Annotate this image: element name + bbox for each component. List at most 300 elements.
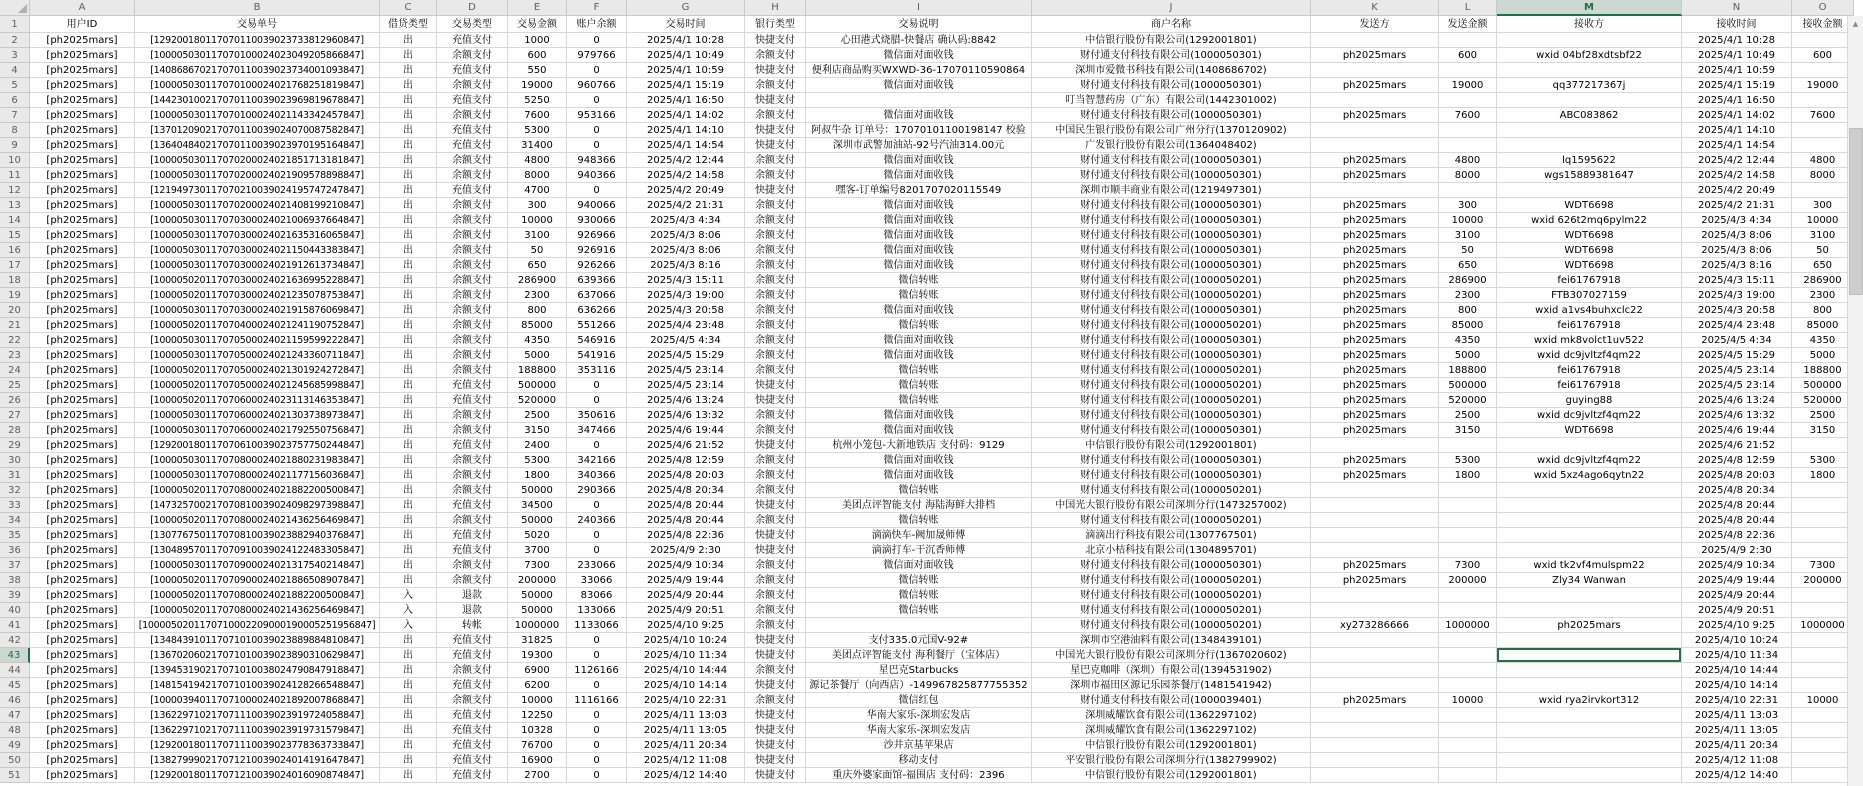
cell[interactable]: [129200180117071110039023778363733847] — [135, 738, 380, 753]
cell[interactable]: [100005030117070600024021303738973847] — [135, 408, 380, 423]
row-number-49[interactable]: 49 — [0, 738, 30, 753]
cell[interactable]: [ph2025mars] — [30, 303, 135, 318]
cell[interactable]: [140868670217070110039023734001093847] — [135, 63, 380, 78]
cell[interactable]: 2025/4/6 13:32 — [1682, 408, 1792, 423]
row-number-50[interactable]: 50 — [0, 753, 30, 768]
cell[interactable]: 1800 — [1439, 468, 1497, 483]
cell[interactable]: 0 — [567, 543, 627, 558]
cell[interactable]: [100005020117070800024021882200500847] — [135, 588, 380, 603]
cell[interactable]: 财付通支付科技有限公司(1000050301) — [1032, 168, 1311, 183]
cell[interactable]: 出 — [380, 183, 437, 198]
cell[interactable]: 0 — [567, 708, 627, 723]
cell[interactable]: [ph2025mars] — [30, 363, 135, 378]
cell[interactable]: 0 — [567, 738, 627, 753]
cell[interactable]: 4350 — [508, 333, 567, 348]
cell[interactable]: 2025/4/12 14:40 — [1682, 768, 1792, 783]
cell[interactable]: 300 — [1439, 198, 1497, 213]
cell[interactable]: 2400 — [508, 438, 567, 453]
cell[interactable]: 342166 — [567, 453, 627, 468]
cell[interactable]: 美团点评智能支付 海利餐厅（宝体店） — [806, 648, 1032, 663]
cell[interactable]: Zly34 Wanwan — [1497, 573, 1682, 588]
cell[interactable]: 50000 — [508, 603, 567, 618]
cell[interactable]: 出 — [380, 498, 437, 513]
cell[interactable]: 7300 — [508, 558, 567, 573]
cell[interactable]: 4800 — [1439, 153, 1497, 168]
cell[interactable]: ph2025mars — [1311, 288, 1439, 303]
row-number-31[interactable]: 31 — [0, 468, 30, 483]
cell[interactable]: 2500 — [1439, 408, 1497, 423]
cell[interactable]: 926266 — [567, 258, 627, 273]
cell[interactable]: 出 — [380, 768, 437, 783]
cell[interactable]: 北京小桔科技有限公司(1304895701) — [1032, 543, 1311, 558]
cell[interactable]: [100003940117071000024021892007868847] — [135, 693, 380, 708]
cell[interactable]: 出 — [380, 213, 437, 228]
cell[interactable]: 充值支付 — [437, 378, 508, 393]
cell[interactable]: 余额支付 — [745, 243, 806, 258]
cell[interactable]: 中国光大银行股份有限公司深圳分行(1473257002) — [1032, 498, 1311, 513]
cell[interactable]: ph2025mars — [1497, 618, 1682, 633]
cell[interactable]: 4700 — [508, 183, 567, 198]
cell[interactable]: [100005030117070300024021006937664847] — [135, 213, 380, 228]
cell[interactable]: 源记茶餐厅（向西店）-149967825877755352 — [806, 678, 1032, 693]
cell[interactable]: 650 — [1792, 258, 1854, 273]
cell[interactable]: 7600 — [508, 108, 567, 123]
cell[interactable] — [1439, 438, 1497, 453]
cell[interactable]: 551266 — [567, 318, 627, 333]
cell[interactable] — [1311, 93, 1439, 108]
row-number-13[interactable]: 13 — [0, 198, 30, 213]
cell[interactable]: 余额支付 — [437, 288, 508, 303]
cell[interactable]: 充值支付 — [437, 123, 508, 138]
cell[interactable] — [1792, 768, 1854, 783]
cell[interactable]: 5300 — [1439, 453, 1497, 468]
cell[interactable] — [806, 618, 1032, 633]
cell[interactable]: 充值支付 — [437, 678, 508, 693]
cell[interactable]: 7300 — [1439, 558, 1497, 573]
row-number-46[interactable]: 46 — [0, 693, 30, 708]
cell[interactable]: 2025/4/5 23:14 — [627, 378, 745, 393]
row-number-33[interactable]: 33 — [0, 498, 30, 513]
cell[interactable]: 出 — [380, 738, 437, 753]
cell[interactable] — [1311, 123, 1439, 138]
cell[interactable]: 财付通支付科技有限公司(1000050301) — [1032, 108, 1311, 123]
cell[interactable]: 286900 — [1439, 273, 1497, 288]
cell[interactable]: 余额支付 — [437, 108, 508, 123]
cell[interactable] — [1497, 93, 1682, 108]
cell[interactable]: 2025/4/8 20:44 — [1682, 498, 1792, 513]
row-number-23[interactable]: 23 — [0, 348, 30, 363]
cell[interactable]: WDT6698 — [1497, 228, 1682, 243]
cell[interactable]: 深圳市顺丰商业有限公司(1219497301) — [1032, 183, 1311, 198]
cell[interactable]: ph2025mars — [1311, 108, 1439, 123]
cell[interactable]: 平安银行股份有限公司深圳分行(1382799902) — [1032, 753, 1311, 768]
cell[interactable] — [1792, 723, 1854, 738]
cell[interactable]: 10000 — [508, 693, 567, 708]
cell[interactable]: 2025/4/3 4:34 — [627, 213, 745, 228]
cell[interactable]: 3100 — [508, 228, 567, 243]
cell[interactable]: 微信面对面收钱 — [806, 258, 1032, 273]
cell[interactable]: 2025/4/9 20:51 — [1682, 603, 1792, 618]
cell[interactable]: 5300 — [1792, 453, 1854, 468]
cell[interactable]: 出 — [380, 753, 437, 768]
cell[interactable]: 余额支付 — [437, 468, 508, 483]
cell[interactable]: 充值支付 — [437, 438, 508, 453]
cell[interactable]: 2300 — [1792, 288, 1854, 303]
cell[interactable]: 微信面对面收钱 — [806, 468, 1032, 483]
cell[interactable]: 800 — [508, 303, 567, 318]
cell[interactable] — [1311, 738, 1439, 753]
row-number-38[interactable]: 38 — [0, 573, 30, 588]
cell[interactable]: 520000 — [508, 393, 567, 408]
cell[interactable]: 星巴克Starbucks — [806, 663, 1032, 678]
cell[interactable]: 5000 — [508, 348, 567, 363]
cell[interactable]: 2025/4/8 20:44 — [627, 498, 745, 513]
cell[interactable]: 余额支付 — [745, 48, 806, 63]
cell[interactable]: fei61767918 — [1497, 378, 1682, 393]
cell[interactable]: 5300 — [508, 453, 567, 468]
cell[interactable]: 0 — [567, 723, 627, 738]
cell[interactable]: 快捷支付 — [745, 378, 806, 393]
cell[interactable]: 2025/4/10 14:44 — [627, 663, 745, 678]
cell[interactable]: 650 — [508, 258, 567, 273]
cell[interactable] — [1311, 633, 1439, 648]
cell[interactable]: 叮当智慧药房（广东）有限公司(1442301002) — [1032, 93, 1311, 108]
cell[interactable]: 出 — [380, 393, 437, 408]
cell[interactable]: 财付通支付科技有限公司(1000050301) — [1032, 243, 1311, 258]
cell[interactable]: 0 — [567, 753, 627, 768]
cell[interactable]: 财付通支付科技有限公司(1000050201) — [1032, 378, 1311, 393]
cell[interactable]: 微信转账 — [806, 363, 1032, 378]
cell[interactable]: [ph2025mars] — [30, 663, 135, 678]
cell[interactable]: 出 — [380, 678, 437, 693]
cell[interactable]: [ph2025mars] — [30, 633, 135, 648]
cell[interactable]: 2025/4/2 14:58 — [1682, 168, 1792, 183]
cell[interactable]: 余额支付 — [745, 228, 806, 243]
cell[interactable]: [ph2025mars] — [30, 558, 135, 573]
cell[interactable] — [1497, 528, 1682, 543]
cell[interactable]: [ph2025mars] — [30, 753, 135, 768]
row-number-10[interactable]: 10 — [0, 153, 30, 168]
cell[interactable] — [1792, 483, 1854, 498]
cell[interactable]: 余额支付 — [745, 693, 806, 708]
cell[interactable]: 余额支付 — [745, 348, 806, 363]
cell[interactable] — [1497, 633, 1682, 648]
cell[interactable]: 1800 — [1792, 468, 1854, 483]
cell[interactable]: [ph2025mars] — [30, 693, 135, 708]
cell[interactable]: 入 — [380, 603, 437, 618]
cell[interactable]: 8000 — [508, 168, 567, 183]
cell[interactable]: 2025/4/10 11:34 — [627, 648, 745, 663]
cell[interactable]: ph2025mars — [1311, 168, 1439, 183]
cell[interactable]: 300 — [508, 198, 567, 213]
column-header-cell[interactable]: 借贷类型 — [380, 16, 437, 33]
cell[interactable]: 83066 — [567, 588, 627, 603]
cell[interactable]: 转帐 — [437, 618, 508, 633]
cell[interactable] — [1439, 123, 1497, 138]
cell[interactable]: 50 — [508, 243, 567, 258]
cell[interactable] — [1497, 648, 1682, 663]
row-number-4[interactable]: 4 — [0, 63, 30, 78]
cell[interactable]: 快捷支付 — [745, 678, 806, 693]
cell[interactable]: ph2025mars — [1311, 258, 1439, 273]
cell[interactable]: 0 — [567, 393, 627, 408]
column-header-cell[interactable]: 发送方 — [1311, 16, 1439, 33]
cell[interactable]: 2025/4/5 23:14 — [1682, 378, 1792, 393]
cell[interactable]: 200000 — [1439, 573, 1497, 588]
cell[interactable]: 0 — [567, 678, 627, 693]
cell[interactable]: 星巴克咖啡（深圳）有限公司(1394531902) — [1032, 663, 1311, 678]
cell[interactable]: 353116 — [567, 363, 627, 378]
cell[interactable]: 财付通支付科技有限公司(1000050301) — [1032, 258, 1311, 273]
cell[interactable]: 636266 — [567, 303, 627, 318]
cell[interactable]: 快捷支付 — [745, 648, 806, 663]
column-header-cell[interactable]: 交易金额 — [508, 16, 567, 33]
cell[interactable]: 2025/4/1 14:10 — [1682, 123, 1792, 138]
cell[interactable]: wxid a1vs4buhxclc22 — [1497, 303, 1682, 318]
cell[interactable]: 2025/4/11 13:03 — [1682, 708, 1792, 723]
cell[interactable]: 微信转账 — [806, 378, 1032, 393]
cell[interactable]: 347466 — [567, 423, 627, 438]
cell[interactable]: [100005020117070500024021301924272847] — [135, 363, 380, 378]
cell[interactable]: 出 — [380, 363, 437, 378]
cell[interactable]: ph2025mars — [1311, 273, 1439, 288]
cell[interactable]: ph2025mars — [1311, 468, 1439, 483]
cell[interactable]: 充值支付 — [437, 753, 508, 768]
cell[interactable]: 余额支付 — [437, 453, 508, 468]
cell[interactable]: wxid 04bf28xdtsbf22 — [1497, 48, 1682, 63]
cell[interactable]: 2025/4/1 15:19 — [1682, 78, 1792, 93]
cell[interactable]: 3100 — [1439, 228, 1497, 243]
cell[interactable]: [ph2025mars] — [30, 603, 135, 618]
cell[interactable]: 中国民生银行股份有限公司广州分行(1370120902) — [1032, 123, 1311, 138]
column-header-cell[interactable]: 接收金额 — [1792, 16, 1854, 33]
cell[interactable]: 出 — [380, 93, 437, 108]
cell[interactable]: [ph2025mars] — [30, 168, 135, 183]
cell[interactable]: 出 — [380, 408, 437, 423]
cell[interactable]: 10000 — [1792, 213, 1854, 228]
cell[interactable]: 财付通支付科技有限公司(1000050201) — [1032, 573, 1311, 588]
cell[interactable]: 546916 — [567, 333, 627, 348]
cell[interactable]: 2025/4/3 20:58 — [627, 303, 745, 318]
row-number-22[interactable]: 22 — [0, 333, 30, 348]
cell[interactable]: 余额支付 — [437, 693, 508, 708]
row-number-1[interactable]: 1 — [0, 16, 30, 33]
cell[interactable]: 余额支付 — [745, 168, 806, 183]
cell[interactable] — [1497, 33, 1682, 48]
cell[interactable]: [100005020117070800024021882200500847] — [135, 483, 380, 498]
scroll-up-icon[interactable]: ▲ — [1852, 20, 1859, 28]
cell[interactable]: 财付通支付科技有限公司(1000050301) — [1032, 348, 1311, 363]
cell[interactable]: 2025/4/1 14:02 — [627, 108, 745, 123]
cell[interactable]: 2025/4/8 22:36 — [1682, 528, 1792, 543]
cell[interactable]: 微信面对面收钱 — [806, 303, 1032, 318]
cell[interactable]: wgs15889381647 — [1497, 168, 1682, 183]
cell[interactable]: 出 — [380, 33, 437, 48]
cell[interactable]: 入 — [380, 618, 437, 633]
cell[interactable]: 290366 — [567, 483, 627, 498]
cell[interactable] — [1792, 498, 1854, 513]
row-number-27[interactable]: 27 — [0, 408, 30, 423]
cell[interactable]: 940066 — [567, 198, 627, 213]
cell[interactable]: 2025/4/12 11:08 — [1682, 753, 1792, 768]
cell[interactable]: 50000 — [508, 588, 567, 603]
cell[interactable]: 余额支付 — [745, 468, 806, 483]
cell[interactable]: 快捷支付 — [745, 498, 806, 513]
cell[interactable]: 退款 — [437, 603, 508, 618]
cell[interactable]: 2025/4/5 4:34 — [1682, 333, 1792, 348]
column-letter-G[interactable]: G — [627, 0, 745, 16]
cell[interactable]: 2025/4/11 13:05 — [1682, 723, 1792, 738]
cell[interactable]: 2025/4/1 15:19 — [627, 78, 745, 93]
cell[interactable] — [1792, 123, 1854, 138]
cell[interactable]: 0 — [567, 93, 627, 108]
cell[interactable]: 余额支付 — [437, 513, 508, 528]
cell[interactable]: [130489570117070910039024122483305847] — [135, 543, 380, 558]
cell[interactable]: [136702060217071010039023890310629847] — [135, 648, 380, 663]
cell[interactable]: ph2025mars — [1311, 453, 1439, 468]
row-number-39[interactable]: 39 — [0, 588, 30, 603]
cell[interactable]: 微信面对面收钱 — [806, 48, 1032, 63]
cell[interactable]: 76700 — [508, 738, 567, 753]
cell[interactable]: 余额支付 — [745, 603, 806, 618]
column-letter-E[interactable]: E — [508, 0, 567, 16]
cell[interactable]: 2025/4/5 23:14 — [627, 363, 745, 378]
cell[interactable]: [100005030117070100024021768251819847] — [135, 78, 380, 93]
cell[interactable]: 520000 — [1792, 393, 1854, 408]
cell[interactable]: 深圳市空港油料有限公司(1348439101) — [1032, 633, 1311, 648]
cell[interactable]: ph2025mars — [1311, 408, 1439, 423]
cell[interactable]: 10000 — [1439, 213, 1497, 228]
cell[interactable]: [ph2025mars] — [30, 543, 135, 558]
cell[interactable]: 0 — [567, 123, 627, 138]
cell[interactable]: 出 — [380, 108, 437, 123]
cell[interactable]: [100005030117070500024021243360711847] — [135, 348, 380, 363]
cell[interactable] — [1311, 753, 1439, 768]
cell[interactable]: 240366 — [567, 513, 627, 528]
cell[interactable]: 嘿客-订单编号8201707020115549 — [806, 183, 1032, 198]
cell[interactable]: 快捷支付 — [745, 528, 806, 543]
cell[interactable]: [100005030117070800024021880231983847] — [135, 453, 380, 468]
cell[interactable] — [1439, 138, 1497, 153]
cell[interactable]: 2025/4/1 10:49 — [1682, 48, 1792, 63]
cell[interactable]: 2025/4/10 9:25 — [1682, 618, 1792, 633]
cell[interactable]: 6200 — [508, 678, 567, 693]
cell[interactable]: 940366 — [567, 168, 627, 183]
cell[interactable]: 出 — [380, 198, 437, 213]
cell[interactable]: 出 — [380, 633, 437, 648]
cell[interactable]: 出 — [380, 483, 437, 498]
cell[interactable]: 快捷支付 — [745, 768, 806, 783]
column-letter-K[interactable]: K — [1311, 0, 1439, 16]
cell[interactable]: 出 — [380, 228, 437, 243]
cell[interactable] — [1497, 483, 1682, 498]
cell[interactable]: [100005020117070300024021636995228847] — [135, 273, 380, 288]
cell[interactable]: 充值支付 — [437, 543, 508, 558]
cell[interactable]: 7300 — [1792, 558, 1854, 573]
cell[interactable] — [1497, 588, 1682, 603]
cell[interactable]: 2025/4/3 8:16 — [627, 258, 745, 273]
cell[interactable]: [ph2025mars] — [30, 213, 135, 228]
cell[interactable]: [1000050201170710002209000190005251956847] — [135, 618, 380, 633]
column-header-cell[interactable]: 交易单号 — [135, 16, 380, 33]
cell[interactable]: 微信面对面收钱 — [806, 153, 1032, 168]
cell[interactable]: [100005030117070900024021317540214847] — [135, 558, 380, 573]
cell[interactable]: [100005030117070600024021792550756847] — [135, 423, 380, 438]
cell[interactable]: [100005020117070300024021235078753847] — [135, 288, 380, 303]
cell[interactable]: 出 — [380, 573, 437, 588]
cell[interactable]: [ph2025mars] — [30, 738, 135, 753]
cell[interactable]: [ph2025mars] — [30, 498, 135, 513]
cell[interactable]: 4350 — [1439, 333, 1497, 348]
cell[interactable]: [ph2025mars] — [30, 243, 135, 258]
cell[interactable]: 0 — [567, 633, 627, 648]
cell[interactable]: 深圳市福田区源记乐园茶餐厅(1481541942) — [1032, 678, 1311, 693]
cell[interactable]: 财付通支付科技有限公司(1000050201) — [1032, 318, 1311, 333]
cell[interactable]: 133066 — [567, 603, 627, 618]
cell[interactable]: 5000 — [1792, 348, 1854, 363]
cell[interactable]: 2025/4/6 13:24 — [1682, 393, 1792, 408]
row-number-15[interactable]: 15 — [0, 228, 30, 243]
cell[interactable]: 余额支付 — [745, 513, 806, 528]
cell[interactable]: 财付通支付科技有限公司(1000050301) — [1032, 423, 1311, 438]
cell[interactable]: [ph2025mars] — [30, 153, 135, 168]
cell[interactable]: 中国光大银行股份有限公司深圳分行(1367020602) — [1032, 648, 1311, 663]
cell[interactable]: [ph2025mars] — [30, 123, 135, 138]
cell[interactable]: 快捷支付 — [745, 708, 806, 723]
row-number-30[interactable]: 30 — [0, 453, 30, 468]
cell[interactable]: wxid rya2irvkort312 — [1497, 693, 1682, 708]
cell[interactable] — [1792, 678, 1854, 693]
cell[interactable]: 188800 — [1792, 363, 1854, 378]
cell[interactable] — [1792, 513, 1854, 528]
cell[interactable]: 5300 — [508, 123, 567, 138]
cell[interactable]: 出 — [380, 258, 437, 273]
cell[interactable] — [1792, 528, 1854, 543]
column-letter-N[interactable]: N — [1682, 0, 1792, 16]
cell[interactable] — [1792, 183, 1854, 198]
cell[interactable]: [100005030117070800024021177156036847] — [135, 468, 380, 483]
cell[interactable]: 34500 — [508, 498, 567, 513]
row-number-42[interactable]: 42 — [0, 633, 30, 648]
cell[interactable]: 充值支付 — [437, 33, 508, 48]
cell[interactable]: [ph2025mars] — [30, 333, 135, 348]
cell[interactable]: 1133066 — [567, 618, 627, 633]
cell[interactable]: 充值支付 — [437, 63, 508, 78]
cell[interactable]: 200000 — [1792, 573, 1854, 588]
cell[interactable]: 2025/4/1 16:50 — [627, 93, 745, 108]
cell[interactable]: [136404840217070110039023970195164847] — [135, 138, 380, 153]
cell[interactable]: wxid dc9jvltzf4qm22 — [1497, 348, 1682, 363]
cell[interactable]: 余额支付 — [745, 78, 806, 93]
cell[interactable]: 2025/4/5 4:34 — [627, 333, 745, 348]
row-number-12[interactable]: 12 — [0, 183, 30, 198]
row-number-19[interactable]: 19 — [0, 288, 30, 303]
cell[interactable]: 19000 — [1439, 78, 1497, 93]
column-letter-B[interactable]: B — [135, 0, 380, 16]
cell[interactable]: 2025/4/10 10:24 — [627, 633, 745, 648]
cell[interactable]: WDT6698 — [1497, 423, 1682, 438]
row-number-20[interactable]: 20 — [0, 303, 30, 318]
cell[interactable] — [1311, 708, 1439, 723]
cell[interactable]: [100005020117070500024021245685998847] — [135, 378, 380, 393]
cell[interactable]: 重庆外婆家面馆-福围店 支付码：2396 — [806, 768, 1032, 783]
cell[interactable]: 余额支付 — [437, 153, 508, 168]
cell[interactable]: [ph2025mars] — [30, 438, 135, 453]
cell[interactable]: 余额支付 — [745, 663, 806, 678]
cell[interactable]: 快捷支付 — [745, 393, 806, 408]
cell[interactable]: 微信转账 — [806, 393, 1032, 408]
column-letter-C[interactable]: C — [380, 0, 437, 16]
